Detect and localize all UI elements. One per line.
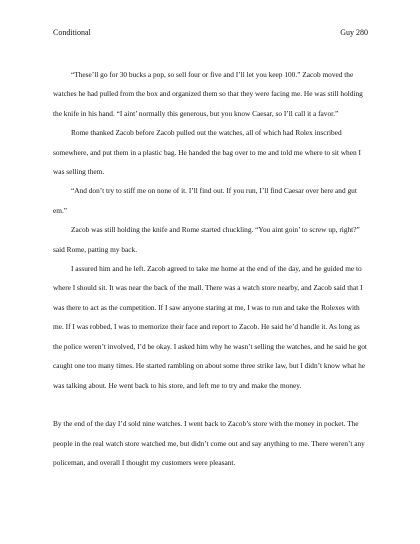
paragraph: “These’ll go for 30 bucks a pop, so sell four or five and I’ll let you keep 100.” Zacob moved the watches he had pulled from the box and organized them so that they were facing me. He was still holding the knife in his hand. “I aint’ normally this generous, but you know Caesar, so I’ll call it a favor.” <box>53 70 363 118</box>
page-number: Guy 280 <box>340 28 368 37</box>
paragraph: “And don’t try to stiff me on none of it. I’ll find out. If you run, I’ll find Caesar over here and gut em.” <box>53 186 357 215</box>
running-head-title: Conditional <box>53 28 91 37</box>
paragraph: Rome thanked Zacob before Zacob pulled out the watches, all of which had Rolex inscribed somewhere, and put them in a plastic bag. He handed the bag over to me and told me where to sit when I was selling them. <box>53 128 361 177</box>
body-text <box>53 65 368 473</box>
paragraph: Zacob was still holding the knife and Rome started chuckling. “You aint goin’ to screw up, right?” said Rome, patting my back. <box>53 225 360 254</box>
paragraph: I assured him and he left. Zacob agreed to take me home at the end of the day, and he guided me to where I should sit. It was near the back of the mall. There was a watch store nearby, and Zacob said that I was there to act as the competition. If I saw anyone staring at me, I was to run and take the Rolexes with me. If I was robbed, I was to memorize their face and report to Zacob. He said he’d handle it. As long as the police weren’t involved, I’d be okay. I asked him why he wasn’t selling the watches, and he said he got caught one too many times. He started rambling on about some three strike law, but I didn’t know what he was talking about. He went back to his store, and left me to try and make the money. <box>53 264 367 390</box>
paragraph: By the end of the day I’d sold nine watches. I went back to Zacob’s store with the money in pocket. The people in the real watch store watched me, but didn’t come out and say anything to me. There weren’t any policeman, and overall I thought my customers were pleasant. <box>53 419 365 468</box>
running-header <box>53 27 368 39</box>
